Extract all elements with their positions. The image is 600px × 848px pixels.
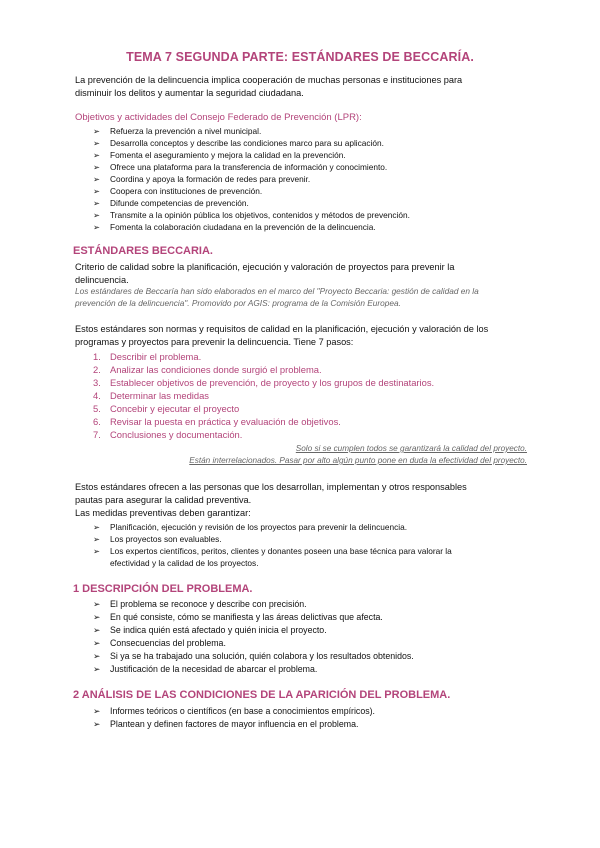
list-item: ➢ Coordina y apoya la formación de redes para prevenir. [93, 174, 311, 184]
arrow-bullet-icon: ➢ [93, 651, 101, 661]
list-item: ➢ Los expertos científicos, peritos, clientes y donantes poseen una base técnica para valorar la [93, 546, 452, 556]
beccaria-note: Los estándares de Beccaría han sido elaborados en el marco del "Proyecto Beccaria: gestión de calidad en la prevención de la delincuencia". Promovido por AGIS: programa de la Comisión Europea. [75, 286, 479, 308]
lpr-heading: Objetivos y actividades del Consejo Federado de Prevención (LPR): [75, 112, 362, 123]
ofrecen-paragraph: Estos estándares ofrecen a las personas que los desarrollan, implementan y otros responsables pautas para asegurar la calidad preventiva. Las medidas preventivas deben garantizar: [75, 482, 467, 518]
arrow-bullet-icon: ➢ [93, 599, 101, 609]
criterio-paragraph: Criterio de calidad sobre la planificación, ejecución y valoración de proyectos para prevenir la delincuencia. [75, 262, 455, 285]
intro-line: La prevención de la delincuencia implica cooperación de muchas personas e instituciones para [75, 75, 463, 85]
list-item: ➢ Transmite a la opinión pública los objetivos, contenidos y métodos de prevención. [93, 210, 410, 220]
list-item: ➢ Plantean y definen factores de mayor influencia en el problema. [93, 719, 359, 729]
list-item: ➢ Se indica quién está afectado y quién inicia el proyecto. [93, 625, 327, 635]
page-title: TEMA 7 SEGUNDA PARTE: ESTÁNDARES DE BECCARÍA. [126, 50, 474, 64]
list-item: ➢ Difunde competencias de prevención. [93, 198, 249, 208]
arrow-bullet-icon: ➢ [93, 198, 100, 208]
list-item: ➢ El problema se reconoce y describe con precisión. [93, 599, 307, 609]
intro-line: disminuir los delitos y aumentar la seguridad ciudadana. [75, 88, 304, 98]
lpr-list [93, 125, 410, 233]
list-item: 1. Describir el problema. [93, 351, 202, 362]
list-item: 5. Concebir y ejecutar el proyecto [93, 403, 240, 414]
intro-paragraph [75, 74, 545, 100]
arrow-bullet-icon: ➢ [93, 638, 101, 648]
arrow-bullet-icon: ➢ [93, 162, 100, 172]
list-item: ➢ Ofrece una plataforma para la transferencia de información y conocimiento. [93, 162, 388, 172]
list-item: ➢ Fomenta la colaboración ciudadana en la prevención de la delincuencia. [93, 222, 376, 232]
section2-list [93, 705, 375, 731]
arrow-bullet-icon: ➢ [93, 546, 100, 556]
arrow-bullet-icon: ➢ [93, 186, 100, 196]
steps-list [93, 350, 434, 441]
list-item: ➢ Planificación, ejecución y revisión de los proyectos para prevenir la delincuencia. [93, 522, 408, 532]
list-item: ➢ Informes teóricos o científicos (en base a conocimientos empíricos). [93, 706, 375, 716]
arrow-bullet-icon: ➢ [93, 719, 101, 729]
list-item: ➢ Los proyectos son evaluables. [93, 534, 222, 544]
list-item: ➢ En qué consiste, cómo se manifiesta y las áreas delictivas que afecta. [93, 612, 383, 622]
arrow-bullet-icon: ➢ [93, 138, 100, 148]
section-heading-estandares: ESTÁNDARES BECCARIA. [73, 245, 213, 257]
list-item: 6. Revisar la puesta en práctica y evaluación de objetivos. [93, 416, 341, 427]
list-item: ➢ Desarrolla conceptos y describe las condiciones marco para su aplicación. [93, 138, 384, 148]
section-heading-1: 1 DESCRIPCIÓN DEL PROBLEMA. [73, 583, 253, 595]
list-item: ➢ Justificación de la necesidad de abarcar el problema. [93, 664, 318, 674]
garantizar-list [93, 521, 452, 569]
arrow-bullet-icon: ➢ [93, 664, 101, 674]
list-item: ➢ Consecuencias del problema. [93, 638, 226, 648]
arrow-bullet-icon: ➢ [93, 174, 100, 184]
list-item: ➢ Fomenta el aseguramiento y mejora la calidad en la prevención. [93, 150, 346, 160]
arrow-bullet-icon: ➢ [93, 625, 101, 635]
list-item: 2. Analizar las condiciones donde surgió el problema. [93, 364, 322, 375]
list-item: ➢ Coopera con instituciones de prevención. [93, 186, 263, 196]
interrelation-note: Están interrelacionados. Pasar por alto algún punto pone en duda la efectividad del proyecto. [189, 456, 527, 465]
list-item: efectividad y la calidad de los proyectos. [110, 558, 259, 568]
arrow-bullet-icon: ➢ [93, 210, 100, 220]
section-heading-2: 2 ANÁLISIS DE LAS CONDICIONES DE LA APARICIÓN DEL PROBLEMA. [73, 689, 451, 701]
arrow-bullet-icon: ➢ [93, 522, 100, 532]
list-item: 7. Conclusiones y documentación. [93, 429, 243, 440]
list-item: 3. Establecer objetivos de prevención, de proyecto y los grupos de destinatarios. [93, 377, 435, 388]
section1-list [93, 598, 414, 676]
estandares-description: Estos estándares son normas y requisitos de calidad en la planificación, ejecución y valoración de los programas y proyectos para prevenir la delincuencia. Tiene 7 pasos: [75, 324, 489, 347]
list-item: ➢ Refuerza la prevención a nivel municipal. [93, 126, 262, 136]
list-item: 4. Determinar las medidas [93, 390, 209, 401]
list-item: ➢ Si ya se ha trabajado una solución, quién colabora y los resultados obtenidos. [93, 651, 414, 661]
quality-note: Solo si se cumplen todos se garantizará la calidad del proyecto. [295, 444, 527, 453]
arrow-bullet-icon: ➢ [93, 612, 101, 622]
arrow-bullet-icon: ➢ [93, 222, 100, 232]
arrow-bullet-icon: ➢ [93, 126, 100, 136]
arrow-bullet-icon: ➢ [93, 706, 101, 716]
arrow-bullet-icon: ➢ [93, 150, 100, 160]
arrow-bullet-icon: ➢ [93, 534, 100, 544]
